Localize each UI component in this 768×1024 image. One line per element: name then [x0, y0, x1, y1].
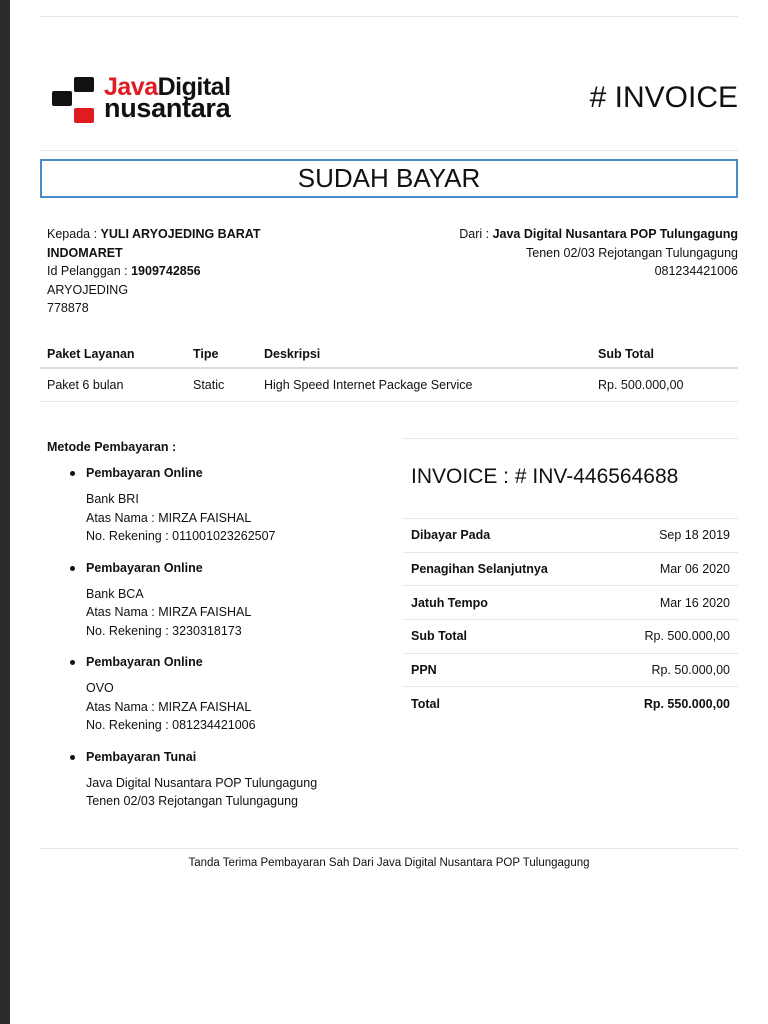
- payment-method-line: Tenen 02/03 Rejotangan Tulungagung: [86, 794, 298, 808]
- payment-method-title: Pembayaran Tunai: [86, 749, 197, 764]
- payment-method-line: No. Rekening : 081234421006: [86, 718, 256, 732]
- summary-label: Total: [411, 696, 440, 711]
- payment-method-line: Atas Nama : MIRZA FAISHAL: [86, 510, 252, 525]
- top-divider: [40, 16, 738, 17]
- bullet-icon: [70, 471, 75, 476]
- bill-to: [47, 225, 347, 318]
- company-name: Java Digital Nusantara POP Tulungagung: [492, 227, 738, 241]
- customer-address-line1: ARYOJEDING: [47, 282, 129, 297]
- company-address: Tenen 02/03 Rejotangan Tulungagung: [526, 245, 738, 260]
- payment-method-line: No. Rekening : 011001023262507: [86, 529, 276, 543]
- customer-name-2: INDOMARET: [47, 245, 123, 260]
- table-cell: Rp. 500.000,00: [591, 368, 738, 402]
- payment-method-item: [47, 464, 387, 546]
- summary-value: Mar 06 2020: [659, 562, 730, 577]
- to-label: Kepada :: [47, 227, 98, 241]
- logo-square-icon: [74, 77, 94, 92]
- payment-method-line: Atas Nama : MIRZA FAISHAL: [86, 605, 252, 619]
- payment-method-line: Java Digital Nusantara POP Tulungagung: [86, 775, 318, 790]
- column-header: Sub Total: [591, 340, 738, 368]
- payment-method-line: Bank BCA: [86, 586, 144, 601]
- logo-square-icon: [52, 91, 72, 106]
- footer-note: Tanda Terima Pembayaran Sah Dari Java Digital Nusantara POP Tulungagung: [188, 857, 590, 869]
- payment-method-title: Pembayaran Online: [86, 466, 203, 480]
- payment-method-item: [47, 748, 387, 811]
- summary-label: PPN: [411, 663, 437, 678]
- table-cell: Static: [186, 368, 257, 402]
- table-row: [40, 368, 738, 402]
- summary-value: Rp. 50.000,00: [651, 663, 730, 678]
- payment-method-title: Pembayaran Online: [86, 655, 203, 669]
- summary-label: Dibayar Pada: [411, 528, 491, 543]
- summary-row: [403, 619, 738, 653]
- summary-row: [403, 518, 738, 552]
- bullet-icon: [70, 660, 75, 665]
- footer-divider: [40, 848, 738, 849]
- summary-label: Penagihan Selanjutnya: [411, 562, 548, 577]
- summary-value: Sep 18 2019: [659, 528, 730, 543]
- page-title: # INVOICE: [589, 81, 738, 114]
- column-header: Paket Layanan: [40, 340, 186, 368]
- payment-methods: [47, 438, 387, 824]
- payment-method-item: [47, 559, 387, 641]
- customer-id: 1909742856: [131, 264, 201, 278]
- items-table: [40, 340, 738, 402]
- summary-row: [403, 653, 738, 687]
- summary-value: Rp. 500.000,00: [644, 629, 730, 644]
- company-logo: [48, 73, 280, 127]
- summary-total-value: Rp. 550.000,00: [643, 696, 730, 711]
- column-header: Deskripsi: [257, 340, 591, 368]
- summary-value: Mar 16 2020: [659, 595, 730, 610]
- bill-from: [398, 225, 738, 281]
- table-cell: High Speed Internet Package Service: [257, 368, 591, 402]
- payment-methods-title: Metode Pembayaran :: [47, 440, 177, 454]
- summary-row: [403, 585, 738, 619]
- logo-text-line1: JavaDigital: [104, 73, 231, 101]
- column-header: Tipe: [186, 340, 257, 368]
- payment-method-line: Bank BRI: [86, 492, 139, 506]
- payment-method-line: Atas Nama : MIRZA FAISHAL: [86, 699, 252, 714]
- payment-method-line: No. Rekening : 3230318173: [86, 623, 242, 638]
- invoice-page: [40, 0, 738, 1024]
- payment-method-line: OVO: [86, 681, 114, 695]
- customer-name: YULI ARYOJEDING BARAT: [100, 227, 261, 241]
- invoice-summary: [403, 438, 738, 720]
- table-header-row: [40, 340, 738, 368]
- logo-square-icon: [74, 108, 94, 123]
- bullet-icon: [70, 755, 75, 760]
- customer-address-line2: 778878: [47, 301, 89, 315]
- summary-label: Jatuh Tempo: [411, 595, 488, 610]
- bullet-icon: [70, 566, 75, 571]
- table-cell: Paket 6 bulan: [40, 368, 186, 402]
- from-label: Dari :: [459, 227, 490, 241]
- invoice-number: INVOICE : # INV-446564688: [411, 465, 679, 488]
- left-edge-bar: [0, 0, 10, 1024]
- logo-text-line2: nusantara: [104, 93, 231, 123]
- summary-total-row: [403, 686, 738, 720]
- status-badge: SUDAH BAYAR: [40, 159, 738, 198]
- header-divider: [40, 150, 738, 151]
- customer-id-label: Id Pelanggan :: [47, 264, 128, 278]
- payment-method-item: [47, 653, 387, 735]
- summary-label: Sub Total: [411, 629, 468, 644]
- company-phone: 081234421006: [654, 264, 738, 278]
- summary-row: [403, 552, 738, 586]
- payment-method-title: Pembayaran Online: [86, 560, 203, 575]
